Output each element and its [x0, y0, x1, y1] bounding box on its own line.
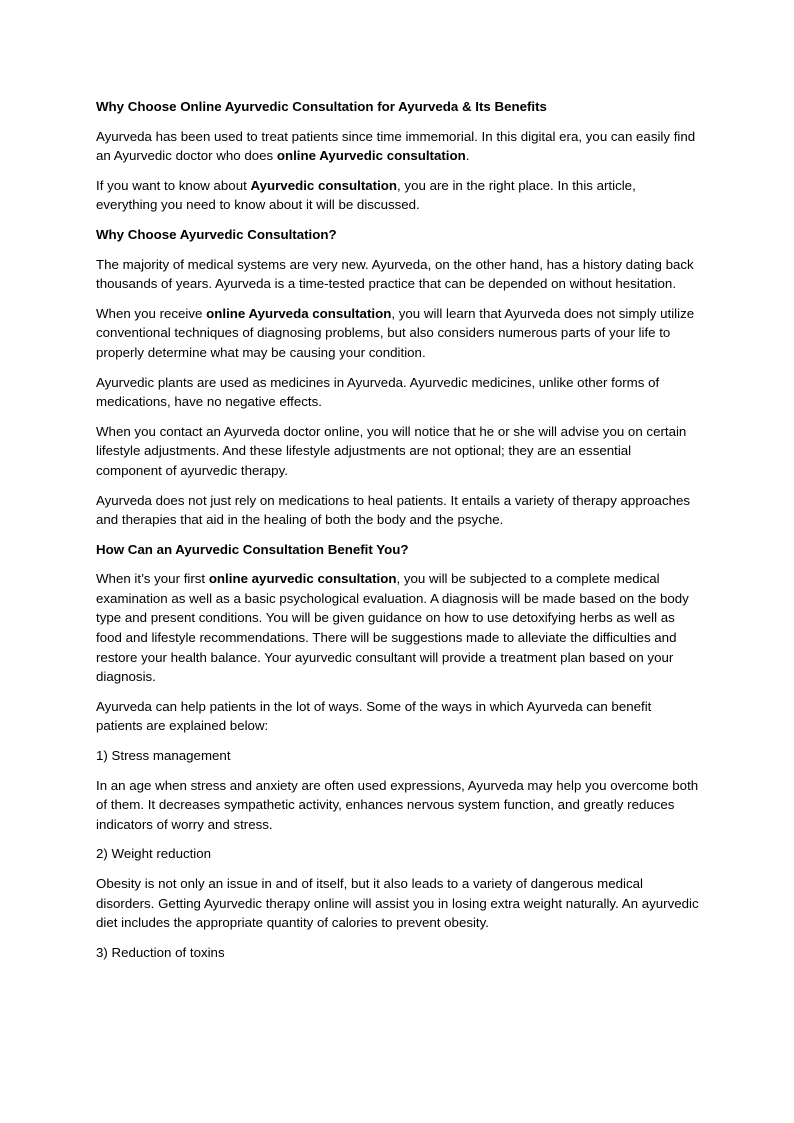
section-heading-benefit: How Can an Ayurvedic Consultation Benefit You?	[96, 541, 409, 557]
list-item-1-title: 1) Stress management	[96, 748, 231, 764]
why-paragraph-4: When you contact an Ayurveda doctor online, you will notice that he or she will advise you on certain lifestyle adjustments. And these lifestyle adjustments are not optional; they are an essential component of ayurvedic therapy.	[96, 423, 687, 478]
intro-1-text: Ayurveda has been used to treat patients since time immemorial. In this digital era, you can easily find an Ayurvedic doctor who does	[96, 128, 696, 164]
intro-paragraph-2	[96, 176, 700, 215]
why-2-text: When you receive	[96, 305, 207, 321]
benefit-1-text-end: , you will be subjected to a complete medical examination as well as a basic psychological evaluation. A diagnosis will be made based on the body type and present conditions. You will be given guidance on how to use detoxifying herbs as well as food and lifestyle recommendations. There will be suggestions made to alleviate the difficulties and restore your health balance. Your ayurvedic consultant will provide a treatment plan based on your diagnosis.	[96, 571, 689, 685]
intro-paragraph-1	[96, 127, 700, 166]
benefit-paragraph-1	[96, 569, 700, 687]
document-title: Why Choose Online Ayurvedic Consultation for Ayurveda & Its Benefits	[96, 99, 547, 114]
benefit-1-text: When it’s your first	[96, 571, 209, 587]
intro-2-text: If you want to know about	[96, 177, 251, 193]
benefit-1-bold-keyword: online ayurvedic consultation	[208, 571, 397, 587]
document-page	[96, 97, 700, 972]
why-paragraph-5: Ayurveda does not just rely on medications to heal patients. It entails a variety of therapy approaches and therapies that aid in the healing of both the body and the psyche.	[96, 492, 691, 528]
intro-2-text-end: , you are in the right place. In this article, everything you need to know about it will be discussed.	[96, 177, 636, 213]
intro-1-text-end: .	[465, 148, 470, 164]
list-item-2-title: 2) Weight reduction	[96, 846, 212, 862]
why-paragraph-2	[96, 304, 700, 363]
section-heading-why: Why Choose Ayurvedic Consultation?	[96, 226, 337, 242]
why-2-text-end: , you will learn that Ayurveda does not simply utilize conventional techniques of diagnosing problems, but also considers numerous parts of your life to properly determine what may be causing your condition.	[96, 305, 695, 360]
list-item-2-text: Obesity is not only an issue in and of itself, but it also leads to a variety of dangerous medical disorders. Getting Ayurvedic therapy online will assist you in losing extra weight naturally. An ayurvedic diet includes the appropriate quantity of calories to prevent obesity.	[96, 876, 699, 931]
intro-2-bold-keyword: Ayurvedic consultation	[250, 177, 398, 193]
why-paragraph-3: Ayurvedic plants are used as medicines in Ayurveda. Ayurvedic medicines, unlike other forms of medications, have no negative effects.	[96, 374, 660, 410]
why-2-bold-keyword: online Ayurveda consultation	[206, 305, 392, 321]
benefit-paragraph-2: Ayurveda can help patients in the lot of ways. Some of the ways in which Ayurveda can benefit patients are explained below:	[96, 698, 652, 734]
list-item-3-title: 3) Reduction of toxins	[96, 944, 225, 960]
why-paragraph-1: The majority of medical systems are very new. Ayurveda, on the other hand, has a history dating back thousands of years. Ayurveda is a time-tested practice that can be depended on without hesitation.	[96, 256, 694, 292]
list-item-1-text: In an age when stress and anxiety are often used expressions, Ayurveda may help you overcome both of them. It decreases sympathetic activity, enhances nervous system function, and greatly reduces indicators of worry and stress.	[96, 777, 699, 832]
intro-1-bold-keyword: online Ayurvedic consultation	[276, 148, 466, 164]
